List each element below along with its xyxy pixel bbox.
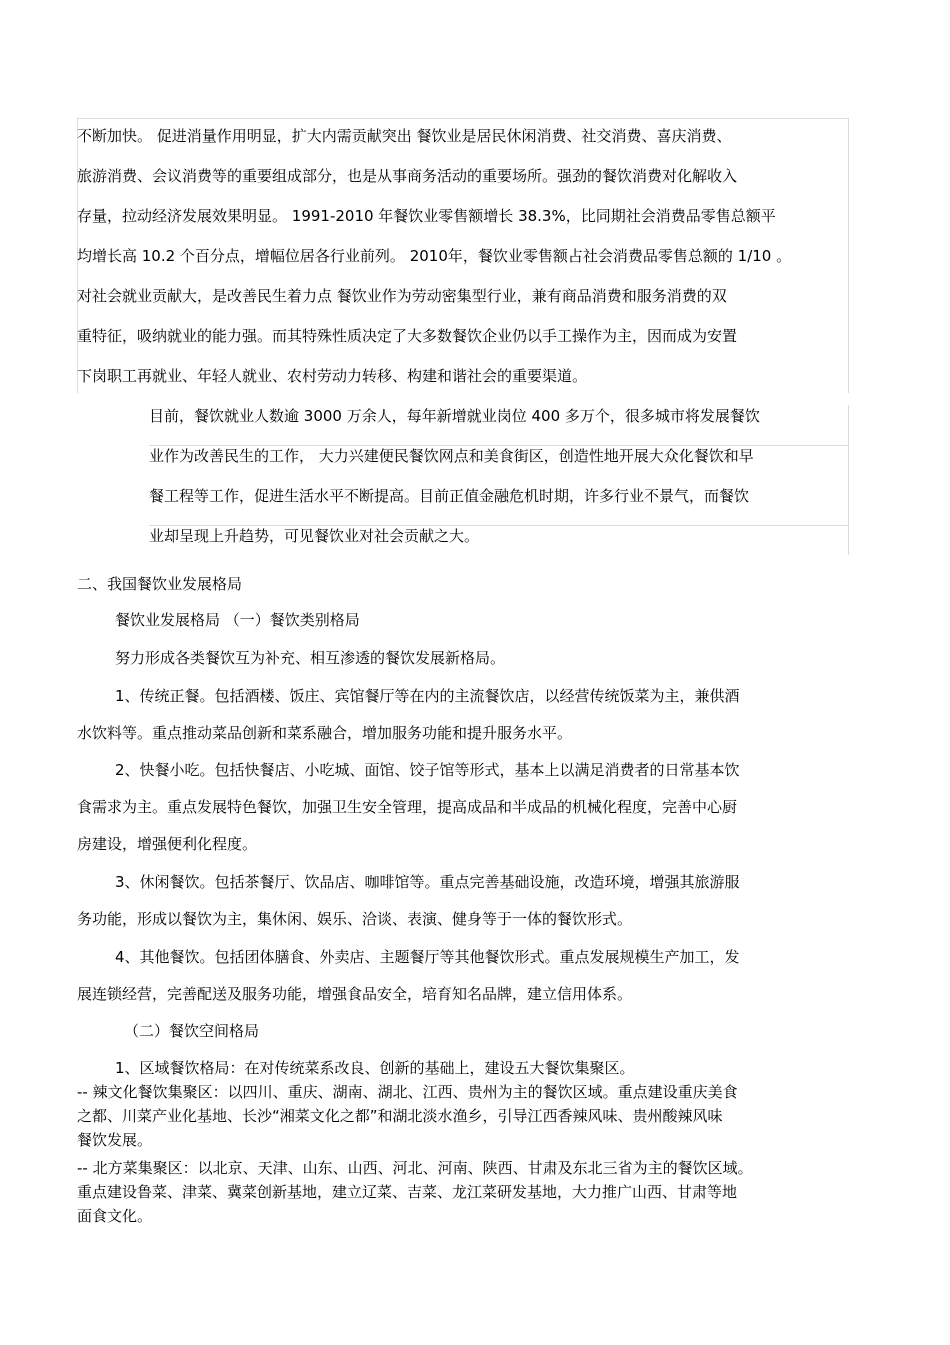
text-line: 努力形成各类餐饮互为补充、相互渗透的餐饮发展新格局。 <box>115 649 506 667</box>
text-line: 面食文化。 <box>77 1207 153 1225</box>
text-line: 务功能，形成以餐饮为主，集休闲、娱乐、洽谈、表演、健身等于一体的餐饮形式。 <box>77 910 633 928</box>
text-line: 2、快餐小吃。包括快餐店、小吃城、面馆、饺子馆等形式，基本上以满足消费者的日常基本饮 <box>115 761 740 779</box>
text-line: 房建设，增强便利化程度。 <box>77 835 258 853</box>
text-line: -- 辣文化餐饮集聚区：以四川、重庆、湖南、湖北、江西、贵州为主的餐饮区域。重点建设重庆美食 <box>77 1083 738 1101</box>
text-line: 对社会就业贡献大，是改善民生着力点 餐饮业作为劳动密集型行业，兼有商品消费和服务消费的双 <box>77 287 727 305</box>
text-line: 餐工程等工作，促进生活水平不断提高。目前正值金融危机时期，许多行业不景气，而餐饮 <box>149 487 750 505</box>
text-line: 不断加快。 促进消量作用明显，扩大内需贡献突出 餐饮业是居民休闲消费、社交消费、喜庆消费、 <box>77 127 732 145</box>
text-line: 1、传统正餐。包括酒楼、饭庄、宾馆餐厅等在内的主流餐饮店，以经营传统饭菜为主，兼供酒 <box>115 687 740 705</box>
subsection-heading: 餐饮业发展格局 （一）餐饮类别格局 <box>115 611 360 629</box>
text-line: 3、休闲餐饮。包括茶餐厅、饮品店、咖啡馆等。重点完善基础设施，改造环境，增强其旅游服 <box>115 873 740 891</box>
text-line: 展连锁经营，完善配送及服务功能，增强食品安全，培育知名品牌，建立信用体系。 <box>77 985 633 1003</box>
text-line: 4、其他餐饮。包括团体膳食、外卖店、主题餐厅等其他餐饮形式。重点发展规模生产加工，发 <box>115 948 740 966</box>
text-line: 之都、川菜产业化基地、长沙“湘菜文化之都”和湖北淡水渔乡，引导江西香辣风味、贵州酸辣风味 <box>77 1107 723 1125</box>
frame-top <box>77 118 848 119</box>
text-line: 水饮料等。重点推动菜品创新和菜系融合，增加服务功能和提升服务水平。 <box>77 724 573 742</box>
frame-box2-right <box>848 405 849 555</box>
text-line: 业作为改善民生的工作， 大力兴建便民餐饮网点和美食街区，创造性地开展大众化餐饮和早 <box>149 447 754 465</box>
section-heading: 二、我国餐饮业发展格局 <box>77 575 243 593</box>
text-line: 存量，拉动经济发展效果明显。 1991-2010 年餐饮业零售额增长 38.3%，比同期社会消费品零售总额平 <box>77 207 776 225</box>
text-line: 业却呈现上升趋势，可见餐饮业对社会贡献之大。 <box>149 527 480 545</box>
text-line: -- 北方菜集聚区：以北京、天津、山东、山西、河北、河南、陕西、甘肃及东北三省为主的餐饮区域。 <box>77 1159 753 1177</box>
text-line: 重特征，吸纳就业的能力强。而其特殊性质决定了大多数餐饮企业仍以手工操作为主，因而成为安置 <box>77 327 738 345</box>
text-line: 餐饮发展。 <box>77 1131 153 1149</box>
frame-right <box>848 118 849 393</box>
text-line: 目前，餐饮就业人数逾 3000 万余人，每年新增就业岗位 400 多万个，很多城市将发展餐饮 <box>149 407 760 425</box>
text-line: 旅游消费、会议消费等的重要组成部分，也是从事商务活动的重要场所。强劲的餐饮消费对化解收入 <box>77 167 738 185</box>
text-line: 1、区域餐饮格局：在对传统菜系改良、创新的基础上，建设五大餐饮集聚区。 <box>115 1059 635 1077</box>
text-line: 重点建设鲁菜、津菜、冀菜创新基地，建立辽菜、吉菜、龙江菜研发基地，大力推广山西、甘肃等地 <box>77 1183 738 1201</box>
text-line: 均增长高 10.2 个百分点，增幅位居各行业前列。 2010年，餐饮业零售额占社会消费品零售总额的 1/10 。 <box>77 247 792 265</box>
text-line: 下岗职工再就业、年轻人就业、农村劳动力转移、构建和谐社会的重要渠道。 <box>77 367 588 385</box>
text-line: 食需求为主。重点发展特色餐饮，加强卫生安全管理，提高成品和半成品的机械化程度，完善中心厨 <box>77 798 738 816</box>
subsection-heading: （二）餐饮空间格局 <box>124 1022 260 1040</box>
